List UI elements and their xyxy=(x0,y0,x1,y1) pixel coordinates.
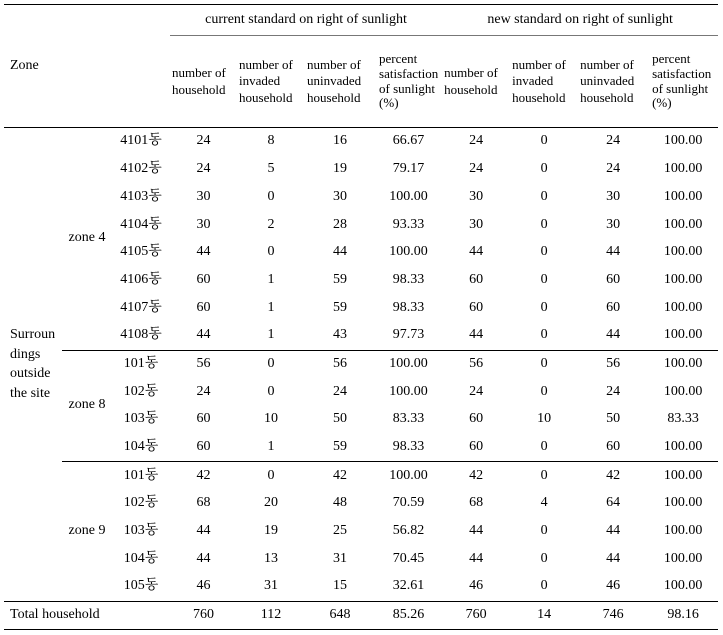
value-cell: 59 xyxy=(333,439,348,454)
value-cell: 44 xyxy=(469,244,484,260)
value-cell: 100.00 xyxy=(648,350,718,378)
value-cell: 0 xyxy=(510,462,578,490)
value-cell: 56 xyxy=(170,350,237,378)
value-cell: 79.17 xyxy=(392,161,425,177)
value-cell: 10 xyxy=(537,411,552,427)
value-cell: 44 xyxy=(196,550,211,566)
value-cell: 98.33 xyxy=(392,299,425,315)
value-cell: 44 xyxy=(606,550,621,566)
value-cell: 100.00 xyxy=(663,244,703,260)
table-row xyxy=(4,294,718,322)
dong-cell: 102동 xyxy=(123,383,159,399)
table-row xyxy=(4,378,718,406)
value-cell: 30 xyxy=(333,188,348,204)
table-row xyxy=(4,545,718,573)
dong-cell: 4107동 xyxy=(120,299,162,315)
value-cell: 42 xyxy=(305,462,375,490)
value-cell: 44 xyxy=(606,523,621,539)
value-cell: 10 xyxy=(264,411,279,427)
value-cell: 56.82 xyxy=(392,523,425,539)
value-cell: 0 xyxy=(540,550,548,566)
new-invaded-header: number of invaded household xyxy=(510,36,578,128)
value-cell: 30 xyxy=(469,216,484,232)
value-cell: 70.59 xyxy=(392,495,425,511)
value-cell: 44 xyxy=(469,550,484,566)
value-cell: 60 xyxy=(196,271,211,287)
dong-cell: 4103동 xyxy=(120,188,162,204)
value-cell: 83.33 xyxy=(392,411,425,427)
value-cell: 25 xyxy=(333,523,348,539)
value-cell: 44 xyxy=(196,244,211,260)
dong-cell: 4105동 xyxy=(120,244,162,260)
value-cell: 1 xyxy=(267,299,275,315)
value-cell: 0 xyxy=(237,350,305,378)
dong-cell: 4101동 xyxy=(112,128,170,156)
total-label: Total household xyxy=(4,601,170,629)
value-cell: 24 xyxy=(606,161,621,177)
site-label: Surroun dings outside the site xyxy=(4,128,62,602)
value-cell: 44 xyxy=(196,327,211,343)
value-cell: 42 xyxy=(442,462,510,490)
total-cell: 98.16 xyxy=(648,601,718,629)
cur-uninvaded-header: number of uninvaded household xyxy=(305,36,375,128)
value-cell: 100.00 xyxy=(648,128,718,156)
value-cell: 100.00 xyxy=(663,550,703,566)
cur-invaded-header: number of invaded household xyxy=(237,36,305,128)
value-cell: 1 xyxy=(267,327,275,343)
value-cell: 42 xyxy=(170,462,237,490)
value-cell: 44 xyxy=(333,244,348,260)
value-cell: 16 xyxy=(305,128,375,156)
value-cell: 100.00 xyxy=(663,578,703,594)
value-cell: 24 xyxy=(196,161,211,177)
table-row xyxy=(4,211,718,239)
current-standard-header: current standard on right of sunlight xyxy=(170,5,442,36)
value-cell: 0 xyxy=(540,244,548,260)
value-cell: 0 xyxy=(237,462,305,490)
value-cell: 100.00 xyxy=(663,161,703,177)
value-cell: 60 xyxy=(196,299,211,315)
table-row xyxy=(4,434,718,462)
value-cell: 100.00 xyxy=(663,188,703,204)
value-cell: 100.00 xyxy=(663,216,703,232)
value-cell: 83.33 xyxy=(667,411,699,427)
dong-cell: 103동 xyxy=(123,411,159,427)
value-cell: 100.00 xyxy=(663,271,703,287)
dong-cell: 4106동 xyxy=(120,271,162,287)
total-cell: 760 xyxy=(442,601,510,629)
value-cell: 59 xyxy=(333,271,348,287)
value-cell: 100.00 xyxy=(663,383,703,399)
table-row xyxy=(4,322,718,350)
zone-label: zone 9 xyxy=(62,462,112,601)
value-cell: 1 xyxy=(267,271,275,287)
value-cell: 100.00 xyxy=(375,462,442,490)
value-cell: 0 xyxy=(540,299,548,315)
value-cell: 0 xyxy=(540,216,548,232)
value-cell: 100.00 xyxy=(663,439,703,454)
dong-cell: 104동 xyxy=(123,550,159,566)
new-uninvaded-header: number of uninvaded household xyxy=(578,36,648,128)
value-cell: 44 xyxy=(606,327,621,343)
dong-cell: 104동 xyxy=(123,439,159,454)
table-row xyxy=(4,518,718,546)
total-cell: 112 xyxy=(237,601,305,629)
value-cell: 15 xyxy=(333,578,348,594)
value-cell: 8 xyxy=(237,128,305,156)
value-cell: 60 xyxy=(196,411,211,427)
value-cell: 0 xyxy=(540,523,548,539)
value-cell: 56 xyxy=(305,350,375,378)
dong-cell: 4108동 xyxy=(120,327,162,343)
value-cell: 24 xyxy=(442,128,510,156)
value-cell: 60 xyxy=(606,271,621,287)
value-cell: 100.00 xyxy=(663,523,703,539)
value-cell: 56 xyxy=(578,350,648,378)
value-cell: 0 xyxy=(540,439,548,454)
value-cell: 44 xyxy=(196,523,211,539)
value-cell: 100.00 xyxy=(663,495,703,511)
value-cell: 46 xyxy=(469,578,484,594)
value-cell: 24 xyxy=(170,128,237,156)
dong-cell: 101동 xyxy=(112,462,170,490)
table-row xyxy=(4,156,718,184)
value-cell: 44 xyxy=(469,327,484,343)
dong-cell: 102동 xyxy=(123,495,159,511)
zone-header: Zone xyxy=(4,5,170,128)
value-cell: 0 xyxy=(267,244,275,260)
value-cell: 56 xyxy=(442,350,510,378)
dong-cell: 4102동 xyxy=(120,161,162,177)
value-cell: 20 xyxy=(264,495,279,511)
value-cell: 44 xyxy=(606,244,621,260)
value-cell: 0 xyxy=(510,128,578,156)
value-cell: 0 xyxy=(267,383,275,399)
value-cell: 50 xyxy=(333,411,348,427)
total-cell: 760 xyxy=(170,601,237,629)
value-cell: 31 xyxy=(264,578,279,594)
value-cell: 1 xyxy=(267,439,275,454)
value-cell: 50 xyxy=(606,411,621,427)
value-cell: 24 xyxy=(469,161,484,177)
value-cell: 4 xyxy=(540,495,548,511)
value-cell: 100.00 xyxy=(663,327,703,343)
value-cell: 48 xyxy=(333,495,348,511)
value-cell: 28 xyxy=(333,216,348,232)
value-cell: 30 xyxy=(469,188,484,204)
dong-cell: 101동 xyxy=(112,350,170,378)
zone-label: zone 4 xyxy=(62,128,112,351)
cur-household-header: number of household xyxy=(170,36,237,128)
value-cell: 24 xyxy=(196,383,211,399)
value-cell: 0 xyxy=(540,271,548,287)
value-cell: 93.33 xyxy=(392,216,425,232)
value-cell: 0 xyxy=(540,578,548,594)
value-cell: 24 xyxy=(606,383,621,399)
table-row xyxy=(4,462,718,490)
zone-label: zone 8 xyxy=(62,350,112,462)
value-cell: 24 xyxy=(578,128,648,156)
total-cell: 85.26 xyxy=(375,601,442,629)
value-cell: 100.00 xyxy=(648,462,718,490)
value-cell: 0 xyxy=(540,188,548,204)
value-cell: 31 xyxy=(333,550,348,566)
table-row xyxy=(4,573,718,601)
value-cell: 32.61 xyxy=(392,578,425,594)
sunlight-table xyxy=(4,4,718,630)
dong-cell: 105동 xyxy=(123,578,159,594)
cur-percent-header: percent satisfaction of sunlight (%) xyxy=(375,36,442,128)
new-standard-header: new standard on right of sunlight xyxy=(442,5,718,36)
value-cell: 68 xyxy=(469,495,484,511)
value-cell: 60 xyxy=(469,411,484,427)
value-cell: 60 xyxy=(469,299,484,315)
value-cell: 100.00 xyxy=(375,350,442,378)
new-percent-header: percent satisfaction of sunlight (%) xyxy=(648,36,718,128)
value-cell: 0 xyxy=(540,383,548,399)
dong-cell: 4104동 xyxy=(120,216,162,232)
value-cell: 68 xyxy=(196,495,211,511)
value-cell: 2 xyxy=(267,216,275,232)
new-household-header: number of household xyxy=(442,36,510,128)
table-row xyxy=(4,490,718,518)
total-cell: 648 xyxy=(305,601,375,629)
value-cell: 60 xyxy=(196,439,211,454)
value-cell: 60 xyxy=(469,271,484,287)
value-cell: 30 xyxy=(606,188,621,204)
value-cell: 70.45 xyxy=(392,550,425,566)
total-cell: 746 xyxy=(578,601,648,629)
value-cell: 5 xyxy=(267,161,275,177)
value-cell: 0 xyxy=(267,188,275,204)
dong-cell: 103동 xyxy=(123,523,159,539)
value-cell: 100.00 xyxy=(663,299,703,315)
table-row xyxy=(4,266,718,294)
value-cell: 97.73 xyxy=(392,327,425,343)
value-cell: 98.33 xyxy=(392,439,425,454)
value-cell: 0 xyxy=(510,350,578,378)
value-cell: 46 xyxy=(606,578,621,594)
table-row xyxy=(4,239,718,267)
value-cell: 19 xyxy=(333,161,348,177)
value-cell: 30 xyxy=(196,216,211,232)
table-row xyxy=(4,183,718,211)
value-cell: 30 xyxy=(606,216,621,232)
value-cell: 100.00 xyxy=(389,244,428,260)
value-cell: 98.33 xyxy=(392,271,425,287)
value-cell: 100.00 xyxy=(389,188,428,204)
value-cell: 60 xyxy=(469,439,484,454)
value-cell: 13 xyxy=(264,550,279,566)
value-cell: 43 xyxy=(333,327,348,343)
table-row xyxy=(4,128,718,156)
value-cell: 46 xyxy=(196,578,211,594)
value-cell: 44 xyxy=(469,523,484,539)
table-row xyxy=(4,406,718,434)
value-cell: 66.67 xyxy=(375,128,442,156)
value-cell: 64 xyxy=(606,495,621,511)
value-cell: 100.00 xyxy=(389,383,428,399)
value-cell: 60 xyxy=(606,439,621,454)
total-row xyxy=(4,601,718,629)
value-cell: 0 xyxy=(540,327,548,343)
total-cell: 14 xyxy=(510,601,578,629)
value-cell: 0 xyxy=(540,161,548,177)
value-cell: 59 xyxy=(333,299,348,315)
value-cell: 19 xyxy=(264,523,279,539)
value-cell: 42 xyxy=(578,462,648,490)
value-cell: 60 xyxy=(606,299,621,315)
value-cell: 30 xyxy=(196,188,211,204)
table-row xyxy=(4,350,718,378)
value-cell: 24 xyxy=(469,383,484,399)
value-cell: 24 xyxy=(333,383,348,399)
